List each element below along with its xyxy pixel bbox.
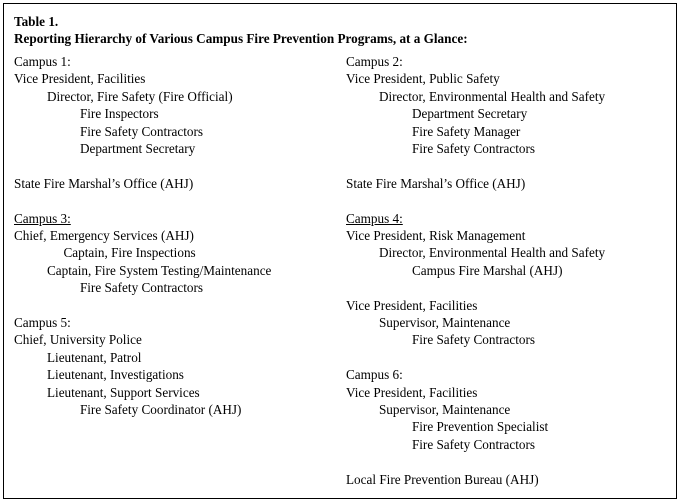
block-spacer	[14, 157, 340, 174]
hierarchy-line: Fire Safety Contractors	[346, 141, 535, 157]
block-spacer	[346, 192, 666, 209]
table-label: Table 1.	[14, 14, 59, 29]
hierarchy-block-campus-2	[346, 53, 666, 157]
hierarchy-heading: State Fire Marshal’s Office (AHJ)	[346, 175, 526, 191]
hierarchy-heading: Vice President, Facilities	[346, 297, 478, 313]
hierarchy-line: Director, Environmental Health and Safety	[346, 245, 606, 261]
hierarchy-line: Department Secretary	[14, 141, 196, 157]
hierarchy-line: Fire Safety Contractors	[346, 436, 535, 452]
table-columns	[14, 53, 666, 488]
hierarchy-block-campus-3	[14, 210, 340, 297]
hierarchy-block-campus-5	[14, 314, 340, 418]
hierarchy-block-campus-4	[346, 210, 666, 280]
hierarchy-line: Fire Inspectors	[14, 106, 159, 122]
hierarchy-line: Lieutenant, Patrol	[14, 349, 142, 365]
hierarchy-heading: Campus 2:	[346, 54, 403, 69]
left-column	[14, 53, 340, 418]
hierarchy-line: Fire Safety Contractors	[346, 332, 535, 348]
hierarchy-heading: Campus 6:	[346, 367, 403, 383]
hierarchy-block-campus-1	[14, 53, 340, 157]
hierarchy-line: Fire Safety Contractors	[14, 123, 203, 139]
hierarchy-line: Vice President, Risk Management	[346, 228, 526, 244]
hierarchy-heading: Campus 5:	[14, 315, 71, 331]
hierarchy-line: Fire Safety Manager	[346, 123, 521, 139]
hierarchy-line: Director, Fire Safety (Fire Official)	[14, 88, 233, 104]
hierarchy-block-campus-2-ahj	[346, 175, 666, 192]
block-spacer	[14, 192, 340, 209]
hierarchy-line: Vice President, Facilities	[14, 71, 146, 87]
hierarchy-line: Fire Prevention Specialist	[346, 419, 549, 435]
hierarchy-line: Fire Safety Coordinator (AHJ)	[14, 402, 242, 418]
table-1-container	[3, 3, 677, 499]
hierarchy-line: Supervisor, Maintenance	[346, 402, 511, 418]
block-spacer	[346, 279, 666, 296]
hierarchy-line: Chief, Emergency Services (AHJ)	[14, 228, 194, 244]
right-column	[340, 53, 666, 488]
hierarchy-heading: Local Fire Prevention Bureau (AHJ)	[346, 471, 539, 487]
hierarchy-line: Director, Environmental Health and Safety	[346, 88, 606, 104]
block-spacer	[346, 157, 666, 174]
hierarchy-heading: Campus 3:	[14, 210, 71, 226]
hierarchy-line: Chief, University Police	[14, 332, 142, 348]
hierarchy-block-campus-4-facilities	[346, 297, 666, 349]
block-spacer	[346, 349, 666, 366]
hierarchy-line: Vice President, Facilities	[346, 384, 478, 400]
hierarchy-block-campus-6-ahj	[346, 471, 666, 488]
hierarchy-heading: Campus 4:	[346, 210, 403, 226]
hierarchy-line: Department Secretary	[346, 106, 528, 122]
block-spacer	[14, 297, 340, 314]
hierarchy-line: Lieutenant, Investigations	[14, 367, 184, 383]
hierarchy-line: Lieutenant, Support Services	[14, 384, 200, 400]
block-spacer	[346, 453, 666, 470]
hierarchy-line: Fire Safety Contractors	[14, 280, 203, 296]
hierarchy-line: Captain, Fire System Testing/Maintenance	[14, 262, 272, 278]
hierarchy-line: Captain, Fire Inspections	[14, 245, 196, 261]
hierarchy-line: Vice President, Public Safety	[346, 71, 500, 87]
hierarchy-heading: State Fire Marshal’s Office (AHJ)	[14, 175, 194, 191]
hierarchy-block-campus-1-ahj	[14, 175, 340, 192]
hierarchy-line: Campus Fire Marshal (AHJ)	[346, 262, 563, 278]
hierarchy-block-campus-6	[346, 366, 666, 453]
hierarchy-line: Supervisor, Maintenance	[346, 315, 511, 331]
hierarchy-heading: Campus 1:	[14, 54, 71, 69]
table-caption: Reporting Hierarchy of Various Campus Fire Prevention Programs, at a Glance:	[14, 31, 468, 46]
